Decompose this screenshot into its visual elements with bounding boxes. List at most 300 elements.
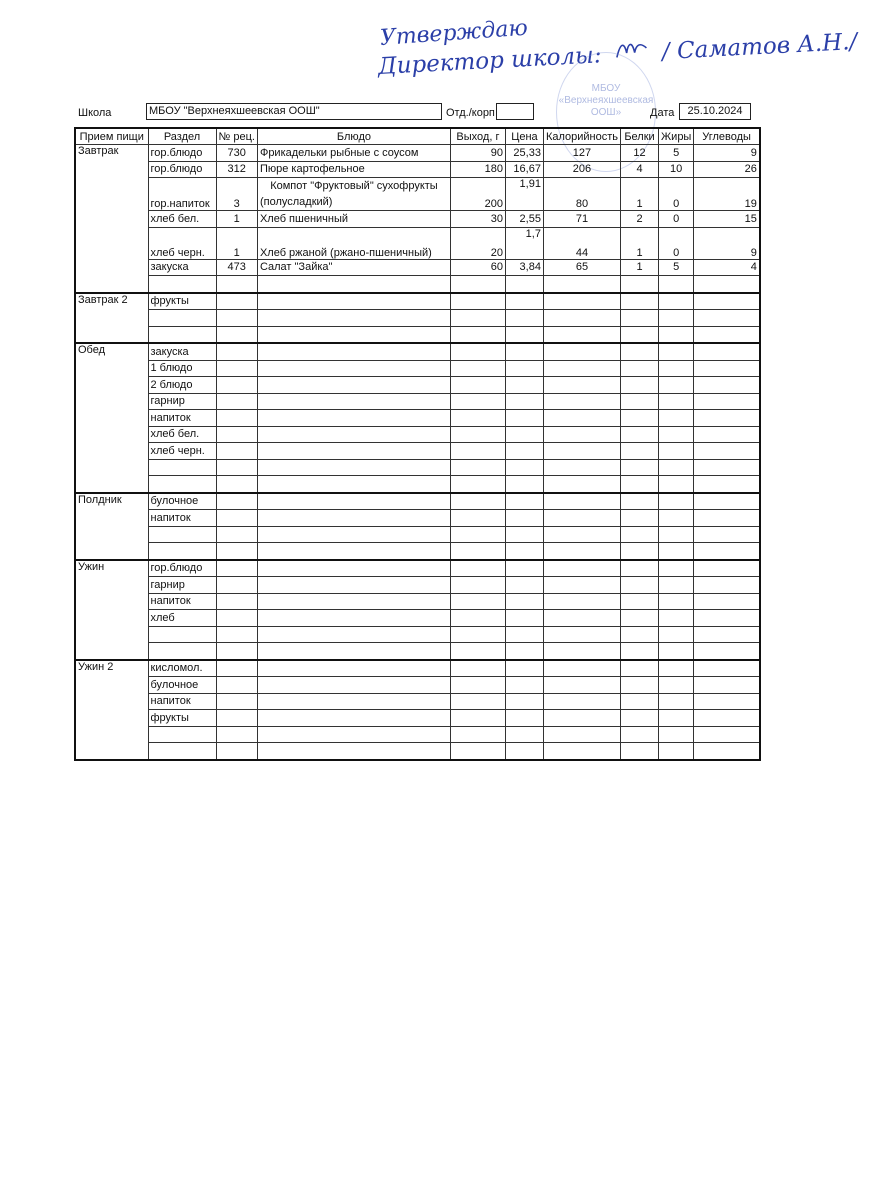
table-row — [75, 161, 760, 178]
column-protein-header: Белки — [621, 128, 659, 145]
price-cell[interactable] — [505, 343, 543, 360]
yield-cell[interactable] — [450, 459, 505, 476]
protein-cell[interactable] — [621, 643, 659, 660]
meal-name: Ужин — [75, 560, 148, 660]
recipe-cell[interactable] — [216, 393, 257, 410]
table-row — [75, 577, 760, 594]
price-cell[interactable] — [505, 377, 543, 394]
yield-cell: 90 — [450, 145, 505, 162]
fat-cell: 5 — [659, 259, 694, 276]
yield-cell[interactable] — [450, 426, 505, 443]
yield-cell[interactable] — [450, 276, 505, 293]
yield-cell[interactable] — [450, 660, 505, 677]
recipe-cell[interactable] — [216, 377, 257, 394]
kcal-cell[interactable] — [543, 293, 620, 310]
date-field[interactable]: 25.10.2024 — [679, 103, 751, 120]
dish-cell[interactable] — [257, 310, 450, 327]
school-field[interactable]: МБОУ "Верхнеяхшеевская ООШ" — [146, 103, 442, 120]
carbs-cell[interactable] — [694, 360, 760, 377]
yield-cell[interactable] — [450, 710, 505, 727]
recipe-cell[interactable] — [216, 326, 257, 343]
price-cell[interactable] — [505, 393, 543, 410]
fat-cell[interactable] — [659, 276, 694, 293]
price-cell[interactable] — [505, 310, 543, 327]
yield-cell[interactable] — [450, 326, 505, 343]
fat-cell[interactable] — [659, 343, 694, 360]
protein-cell[interactable] — [621, 577, 659, 594]
column-price-header: Цена — [505, 128, 543, 145]
price-cell[interactable] — [505, 510, 543, 527]
fat-cell[interactable] — [659, 610, 694, 627]
protein-cell[interactable] — [621, 426, 659, 443]
yield-cell[interactable] — [450, 677, 505, 694]
carbs-cell[interactable] — [694, 660, 760, 677]
dish-cell[interactable] — [257, 343, 450, 360]
protein-cell[interactable] — [621, 310, 659, 327]
fat-cell[interactable] — [659, 710, 694, 727]
carbs-cell[interactable] — [694, 310, 760, 327]
section-cell: напиток — [148, 693, 216, 710]
yield-cell[interactable] — [450, 577, 505, 594]
protein-cell[interactable] — [621, 510, 659, 527]
price-cell[interactable] — [505, 610, 543, 627]
carbs-cell[interactable] — [694, 726, 760, 743]
yield-cell[interactable] — [450, 293, 505, 310]
column-carbs-header: Углеводы — [694, 128, 760, 145]
protein-cell[interactable] — [621, 593, 659, 610]
yield-cell[interactable] — [450, 643, 505, 660]
fat-cell[interactable] — [659, 360, 694, 377]
fat-cell[interactable] — [659, 293, 694, 310]
protein-cell[interactable] — [621, 677, 659, 694]
fat-cell[interactable] — [659, 643, 694, 660]
fat-cell[interactable] — [659, 660, 694, 677]
recipe-cell[interactable] — [216, 293, 257, 310]
fat-cell[interactable] — [659, 677, 694, 694]
table-row — [75, 410, 760, 427]
kcal-cell[interactable] — [543, 443, 620, 460]
protein-cell[interactable] — [621, 610, 659, 627]
price-cell[interactable] — [505, 693, 543, 710]
price-cell[interactable] — [505, 577, 543, 594]
column-meal-header: Прием пищи — [75, 128, 148, 145]
recipe-cell[interactable] — [216, 577, 257, 594]
dish-cell[interactable] — [257, 326, 450, 343]
meal-name: Завтрак 2 — [75, 293, 148, 344]
recipe-cell[interactable] — [216, 459, 257, 476]
kcal-cell[interactable] — [543, 326, 620, 343]
dish-cell[interactable] — [257, 410, 450, 427]
recipe-cell[interactable] — [216, 626, 257, 643]
protein-cell[interactable] — [621, 293, 659, 310]
kcal-cell[interactable] — [543, 560, 620, 577]
section-cell — [148, 326, 216, 343]
protein-cell[interactable] — [621, 443, 659, 460]
kcal-cell[interactable] — [543, 410, 620, 427]
recipe-cell[interactable] — [216, 476, 257, 493]
dish-cell[interactable] — [257, 743, 450, 760]
dept-field[interactable] — [496, 103, 534, 120]
dish-cell[interactable] — [257, 693, 450, 710]
carbs-cell[interactable] — [694, 493, 760, 510]
kcal-cell: 80 — [543, 178, 620, 211]
price-cell[interactable] — [505, 276, 543, 293]
fat-cell[interactable] — [659, 593, 694, 610]
recipe-cell[interactable] — [216, 677, 257, 694]
dish-cell[interactable] — [257, 593, 450, 610]
protein-cell[interactable] — [621, 726, 659, 743]
dish-cell[interactable] — [257, 543, 450, 560]
carbs-cell[interactable] — [694, 693, 760, 710]
yield-cell: 200 — [450, 178, 505, 211]
price-cell[interactable] — [505, 643, 543, 660]
section-cell — [148, 726, 216, 743]
recipe-cell[interactable] — [216, 526, 257, 543]
meal-name: Обед — [75, 343, 148, 493]
yield-cell[interactable] — [450, 360, 505, 377]
table-row — [75, 343, 760, 360]
fat-cell[interactable] — [659, 377, 694, 394]
column-fat-header: Жиры — [659, 128, 694, 145]
yield-cell[interactable] — [450, 443, 505, 460]
kcal-cell[interactable] — [543, 459, 620, 476]
kcal-cell[interactable] — [543, 543, 620, 560]
price-cell[interactable] — [505, 626, 543, 643]
kcal-cell[interactable] — [543, 710, 620, 727]
section-cell: гор.блюдо — [148, 145, 216, 162]
carbs-cell[interactable] — [694, 560, 760, 577]
recipe-cell[interactable] — [216, 493, 257, 510]
fat-cell[interactable] — [659, 476, 694, 493]
kcal-cell[interactable] — [543, 643, 620, 660]
table-row — [75, 726, 760, 743]
carbs-cell[interactable] — [694, 326, 760, 343]
dish-cell[interactable] — [257, 526, 450, 543]
kcal-cell[interactable] — [543, 726, 620, 743]
kcal-cell: 44 — [543, 227, 620, 259]
yield-cell: 180 — [450, 161, 505, 178]
price-cell[interactable] — [505, 743, 543, 760]
protein-cell[interactable] — [621, 326, 659, 343]
protein-cell[interactable] — [621, 710, 659, 727]
price-cell[interactable] — [505, 410, 543, 427]
carbs-cell[interactable] — [694, 443, 760, 460]
section-cell[interactable] — [148, 276, 216, 293]
kcal-cell[interactable] — [543, 610, 620, 627]
recipe-cell: 3 — [216, 178, 257, 211]
dish-cell[interactable] — [257, 443, 450, 460]
column-section-header: Раздел — [148, 128, 216, 145]
fat-cell[interactable] — [659, 426, 694, 443]
table-row — [75, 643, 760, 660]
kcal-cell[interactable] — [543, 276, 620, 293]
protein-cell[interactable] — [621, 693, 659, 710]
yield-cell[interactable] — [450, 310, 505, 327]
yield-cell[interactable] — [450, 693, 505, 710]
fat-cell[interactable] — [659, 459, 694, 476]
table-row — [75, 693, 760, 710]
kcal-cell: 127 — [543, 145, 620, 162]
yield-cell[interactable] — [450, 726, 505, 743]
price-cell[interactable] — [505, 326, 543, 343]
protein-cell[interactable] — [621, 560, 659, 577]
section-cell: напиток — [148, 593, 216, 610]
recipe-cell[interactable] — [216, 726, 257, 743]
carbs-cell[interactable] — [694, 276, 760, 293]
dish-cell[interactable] — [257, 643, 450, 660]
table-row — [75, 145, 760, 162]
fat-cell[interactable] — [659, 543, 694, 560]
protein-cell[interactable] — [621, 360, 659, 377]
yield-cell: 20 — [450, 227, 505, 259]
carbs-cell[interactable] — [694, 343, 760, 360]
price-cell: 16,67 — [505, 161, 543, 178]
carbs-cell[interactable] — [694, 743, 760, 760]
table-row — [75, 526, 760, 543]
protein-cell[interactable] — [621, 476, 659, 493]
carbs-cell[interactable] — [694, 393, 760, 410]
recipe-cell[interactable] — [216, 510, 257, 527]
protein-cell[interactable] — [621, 393, 659, 410]
recipe-cell[interactable] — [216, 426, 257, 443]
carbs-cell[interactable] — [694, 593, 760, 610]
price-cell[interactable] — [505, 593, 543, 610]
dish-cell[interactable] — [257, 610, 450, 627]
yield-cell[interactable] — [450, 610, 505, 627]
fat-cell[interactable] — [659, 326, 694, 343]
kcal-cell[interactable] — [543, 493, 620, 510]
yield-cell[interactable] — [450, 560, 505, 577]
table-row — [75, 560, 760, 577]
recipe-cell[interactable] — [216, 443, 257, 460]
dish-cell[interactable] — [257, 726, 450, 743]
recipe-cell[interactable] — [216, 276, 257, 293]
fat-cell[interactable] — [659, 577, 694, 594]
dish-cell[interactable] — [257, 510, 450, 527]
meal-name: Ужин 2 — [75, 660, 148, 760]
dish-cell: Хлеб ржаной (ржано-пшеничный) — [257, 227, 450, 259]
recipe-cell[interactable] — [216, 543, 257, 560]
section-cell: закуска — [148, 259, 216, 276]
section-cell — [148, 310, 216, 327]
yield-cell[interactable] — [450, 377, 505, 394]
protein-cell[interactable] — [621, 377, 659, 394]
recipe-cell[interactable] — [216, 310, 257, 327]
fat-cell[interactable] — [659, 726, 694, 743]
carbs-cell[interactable] — [694, 643, 760, 660]
carbs-cell[interactable] — [694, 426, 760, 443]
yield-cell[interactable] — [450, 510, 505, 527]
fat-cell[interactable] — [659, 693, 694, 710]
yield-cell[interactable] — [450, 743, 505, 760]
yield-cell[interactable] — [450, 476, 505, 493]
kcal-cell[interactable] — [543, 343, 620, 360]
fat-cell[interactable] — [659, 410, 694, 427]
table-row — [75, 476, 760, 493]
carbs-cell[interactable] — [694, 677, 760, 694]
kcal-cell[interactable] — [543, 310, 620, 327]
carbs-cell[interactable] — [694, 459, 760, 476]
section-cell: фрукты — [148, 293, 216, 310]
price-cell[interactable] — [505, 560, 543, 577]
dish-cell — [257, 178, 450, 211]
fat-cell[interactable] — [659, 510, 694, 527]
carbs-cell[interactable] — [694, 543, 760, 560]
price-cell[interactable] — [505, 677, 543, 694]
approval-line-1: Утверждаю — [379, 15, 529, 51]
kcal-cell[interactable] — [543, 476, 620, 493]
recipe-cell[interactable] — [216, 660, 257, 677]
dish-cell[interactable] — [257, 560, 450, 577]
dept-label: Отд./корп — [446, 107, 495, 119]
dish-cell[interactable] — [257, 459, 450, 476]
carbs-cell[interactable] — [694, 610, 760, 627]
dish-cell[interactable] — [257, 393, 450, 410]
dish-cell[interactable] — [257, 626, 450, 643]
kcal-cell[interactable] — [543, 693, 620, 710]
recipe-cell[interactable] — [216, 560, 257, 577]
dish-cell: Фрикадельки рыбные с соусом — [257, 145, 450, 162]
protein-cell[interactable] — [621, 276, 659, 293]
carbs-cell[interactable] — [694, 293, 760, 310]
carbs-cell[interactable] — [694, 476, 760, 493]
carbs-cell[interactable] — [694, 410, 760, 427]
yield-cell[interactable] — [450, 343, 505, 360]
protein-cell[interactable] — [621, 660, 659, 677]
kcal-cell[interactable] — [543, 626, 620, 643]
section-cell: хлеб черн. — [148, 227, 216, 259]
table-row — [75, 610, 760, 627]
carbs-cell[interactable] — [694, 710, 760, 727]
carbs-cell[interactable] — [694, 626, 760, 643]
price-cell[interactable] — [505, 459, 543, 476]
price-cell[interactable] — [505, 726, 543, 743]
protein-cell: 1 — [621, 227, 659, 259]
price-cell[interactable] — [505, 443, 543, 460]
kcal-cell[interactable] — [543, 377, 620, 394]
carbs-cell[interactable] — [694, 526, 760, 543]
column-header-row — [75, 128, 760, 145]
kcal-cell: 71 — [543, 211, 620, 228]
section-cell: напиток — [148, 510, 216, 527]
kcal-cell[interactable] — [543, 426, 620, 443]
recipe-cell[interactable] — [216, 693, 257, 710]
yield-cell[interactable] — [450, 543, 505, 560]
yield-cell[interactable] — [450, 626, 505, 643]
yield-cell[interactable] — [450, 493, 505, 510]
price-cell[interactable] — [505, 493, 543, 510]
kcal-cell[interactable] — [543, 526, 620, 543]
fat-cell[interactable] — [659, 393, 694, 410]
table-row — [75, 593, 760, 610]
kcal-cell[interactable] — [543, 360, 620, 377]
section-cell — [148, 543, 216, 560]
protein-cell[interactable] — [621, 459, 659, 476]
table-row — [75, 677, 760, 694]
table-row — [75, 493, 760, 510]
kcal-cell[interactable] — [543, 393, 620, 410]
yield-cell[interactable] — [450, 410, 505, 427]
carbs-cell: 9 — [694, 145, 760, 162]
price-cell[interactable] — [505, 360, 543, 377]
protein-cell[interactable] — [621, 626, 659, 643]
kcal-cell[interactable] — [543, 743, 620, 760]
carbs-cell[interactable] — [694, 377, 760, 394]
fat-cell[interactable] — [659, 626, 694, 643]
section-cell: булочное — [148, 677, 216, 694]
table-row — [75, 326, 760, 343]
protein-cell[interactable] — [621, 526, 659, 543]
price-cell[interactable] — [505, 476, 543, 493]
dish-cell[interactable] — [257, 493, 450, 510]
protein-cell[interactable] — [621, 343, 659, 360]
approval-director-label: Директор школы: — [377, 42, 603, 80]
recipe-cell[interactable] — [216, 710, 257, 727]
dish-cell[interactable] — [257, 293, 450, 310]
section-cell: 2 блюдо — [148, 377, 216, 394]
price-cell[interactable] — [505, 660, 543, 677]
dish-cell[interactable] — [257, 377, 450, 394]
recipe-cell[interactable] — [216, 343, 257, 360]
price-cell[interactable] — [505, 293, 543, 310]
carbs-cell[interactable] — [694, 510, 760, 527]
dish-cell[interactable] — [257, 660, 450, 677]
fat-cell[interactable] — [659, 443, 694, 460]
dish-cell[interactable] — [257, 710, 450, 727]
table-row — [75, 443, 760, 460]
recipe-cell[interactable] — [216, 643, 257, 660]
fat-cell[interactable] — [659, 560, 694, 577]
price-cell[interactable] — [505, 526, 543, 543]
table-row — [75, 393, 760, 410]
dish-cell[interactable] — [257, 360, 450, 377]
protein-cell[interactable] — [621, 743, 659, 760]
carbs-cell[interactable] — [694, 577, 760, 594]
price-cell[interactable] — [505, 543, 543, 560]
yield-cell[interactable] — [450, 593, 505, 610]
recipe-cell[interactable] — [216, 410, 257, 427]
yield-cell[interactable] — [450, 393, 505, 410]
dish-cell[interactable] — [257, 577, 450, 594]
price-cell[interactable] — [505, 426, 543, 443]
fat-cell[interactable] — [659, 310, 694, 327]
dish-cell[interactable] — [257, 426, 450, 443]
protein-cell[interactable] — [621, 410, 659, 427]
fat-cell[interactable] — [659, 743, 694, 760]
price-cell: 25,33 — [505, 145, 543, 162]
dish-cell[interactable] — [257, 276, 450, 293]
dish-cell[interactable] — [257, 677, 450, 694]
recipe-cell[interactable] — [216, 593, 257, 610]
kcal-cell[interactable] — [543, 577, 620, 594]
dish-cell[interactable] — [257, 476, 450, 493]
section-cell: гор.напиток — [148, 178, 216, 211]
kcal-cell[interactable] — [543, 510, 620, 527]
kcal-cell[interactable] — [543, 660, 620, 677]
protein-cell[interactable] — [621, 493, 659, 510]
fat-cell[interactable] — [659, 526, 694, 543]
recipe-cell[interactable] — [216, 743, 257, 760]
yield-cell[interactable] — [450, 526, 505, 543]
protein-cell[interactable] — [621, 543, 659, 560]
carbs-cell: 9 — [694, 227, 760, 259]
fat-cell[interactable] — [659, 493, 694, 510]
recipe-cell[interactable] — [216, 610, 257, 627]
recipe-cell[interactable] — [216, 360, 257, 377]
kcal-cell[interactable] — [543, 677, 620, 694]
price-cell[interactable] — [505, 710, 543, 727]
kcal-cell[interactable] — [543, 593, 620, 610]
